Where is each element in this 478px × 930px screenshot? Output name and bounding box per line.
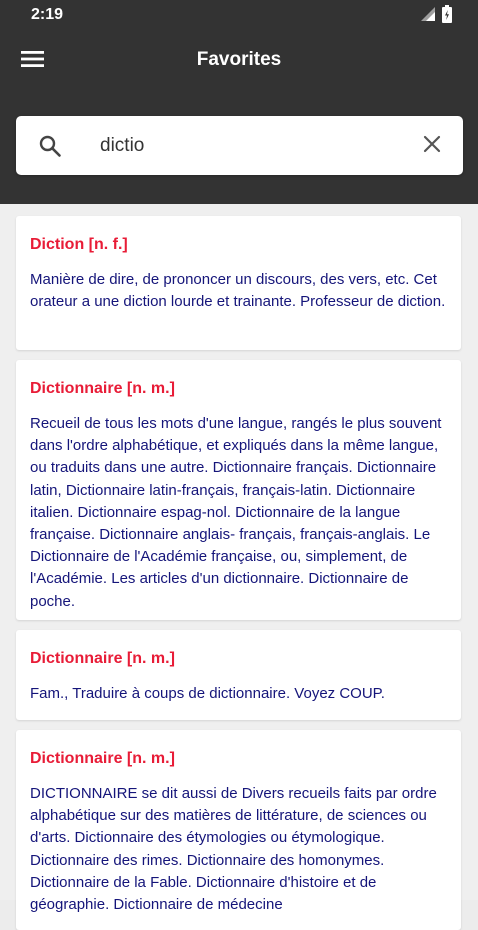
close-icon (423, 135, 441, 158)
status-bar (0, 0, 478, 32)
search-bar (16, 116, 463, 175)
entry-definition: Fam., Traduire à coups de dictionnaire. Voyez COUP. (30, 685, 385, 702)
search-input[interactable] (100, 126, 400, 166)
status-icons (420, 7, 452, 25)
entry-title: Dictionnaire [n. m.] (30, 750, 175, 767)
clear-search-button[interactable] (418, 132, 446, 160)
entry-title: Dictionnaire [n. m.] (30, 650, 175, 667)
search-icon[interactable] (38, 134, 62, 158)
entry-definition: DICTIONNAIRE se dit aussi de Divers recueils faits par ordre alphabétique sur des matières de littérature, de sciences ou d'arts. Dictionnaire des étymologies ou étymologique. Dictionnaire des rimes. Dictionnaire des homonymes. Dictionnaire de la Fable. Dictionnaire d'histoire et de géographie. Dictionnaire de médecine (30, 785, 437, 914)
result-card[interactable] (16, 630, 461, 720)
entry-definition: Recueil de tous les mots d'une langue, rangés le plus souvent dans l'ordre alphabétique, et expliqués dans la même langue, ou traduits dans une autre. Dictionnaire français. Dictionnaire latin, Dictionnaire latin-français, français-latin. Dictionnaire italien. Dictionnaire espag-nol. Dictionnaire de la langue française. Dictionnaire anglais- français, français-anglais. Le Dictionnaire de l'Académie française, ou, simplement, de l'Académie. Les articles d'un dictionnaire. Dictionnaire de poche. (30, 415, 442, 610)
battery-icon (442, 5, 452, 28)
entry-title: Diction [n. f.] (30, 236, 128, 253)
result-card[interactable] (16, 216, 461, 350)
entry-title: Dictionnaire [n. m.] (30, 380, 175, 397)
result-card[interactable] (16, 360, 461, 620)
toolbar (0, 32, 478, 92)
app-header (0, 0, 478, 204)
entry-definition: Manière de dire, de prononcer un discours, des vers, etc. Cet orateur a une diction lourde et trainante. Professeur de diction. (30, 271, 446, 311)
page-title: Favorites (196, 49, 282, 70)
results-list[interactable] (0, 204, 478, 914)
result-card[interactable] (16, 730, 461, 930)
signal-icon (420, 6, 436, 27)
status-time: 2:19 (31, 6, 64, 23)
